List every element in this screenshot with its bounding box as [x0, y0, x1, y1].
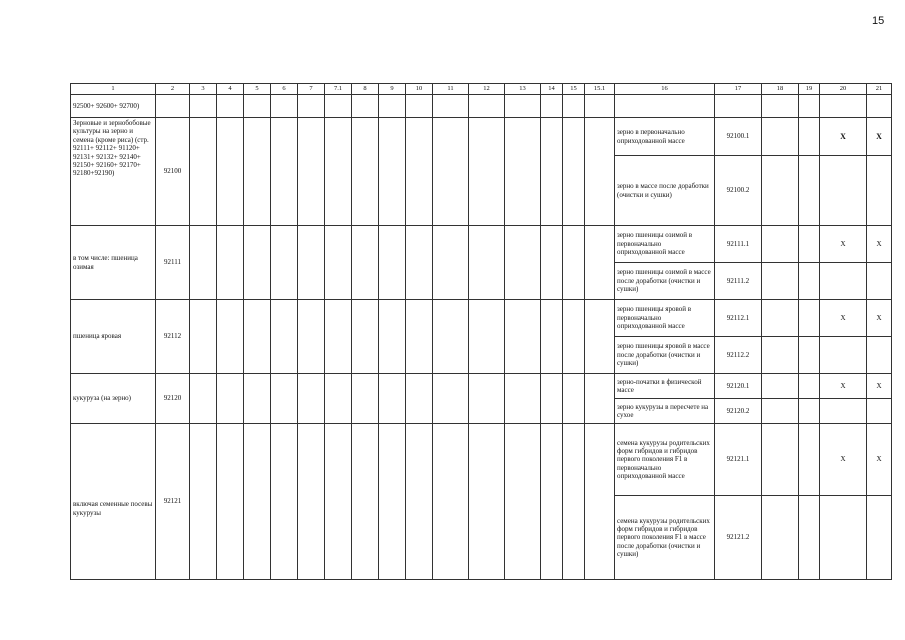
empty-cell	[298, 374, 325, 424]
row-code-cell: 92112	[156, 300, 190, 374]
empty-cell	[352, 424, 379, 580]
page-number: 15	[872, 15, 885, 27]
column-header: 19	[799, 84, 820, 95]
mark-cell-col20: X	[820, 226, 867, 263]
empty-cell	[379, 300, 406, 374]
mark-cell-col21	[867, 399, 892, 424]
table-cell	[867, 95, 892, 118]
empty-cell	[799, 399, 820, 424]
indicator-description-cell: зерно в массе после доработки (очистки и сушки)	[615, 156, 715, 226]
column-header: 4	[217, 84, 244, 95]
crop-name-cell: кукуруза (на зерно)	[71, 374, 156, 424]
empty-cell	[563, 226, 585, 300]
indicator-code-cell: 92111.1	[715, 226, 762, 263]
empty-cell	[271, 118, 298, 226]
table-cell	[156, 95, 190, 118]
empty-cell	[799, 496, 820, 580]
empty-cell	[271, 300, 298, 374]
empty-cell	[244, 118, 271, 226]
table-cell	[217, 95, 244, 118]
mark-cell-col20: X	[820, 118, 867, 156]
column-header: 14	[541, 84, 563, 95]
mark-cell-col20	[820, 156, 867, 226]
indicator-code-cell: 92120.1	[715, 374, 762, 399]
empty-cell	[190, 300, 217, 374]
mark-cell-col20	[820, 496, 867, 580]
column-header: 5	[244, 84, 271, 95]
table-cell	[244, 95, 271, 118]
empty-cell	[563, 300, 585, 374]
mark-cell-col21	[867, 337, 892, 374]
empty-cell	[469, 374, 505, 424]
table-row	[71, 374, 892, 399]
empty-cell	[244, 226, 271, 300]
column-header: 7	[298, 84, 325, 95]
table-cell	[379, 95, 406, 118]
indicator-description-cell: зерно-початки в физической массе	[615, 374, 715, 399]
empty-cell	[217, 118, 244, 226]
empty-cell	[298, 300, 325, 374]
table-row	[71, 424, 892, 496]
column-header: 9	[379, 84, 406, 95]
empty-cell	[271, 374, 298, 424]
empty-cell	[585, 226, 615, 300]
mark-cell-col20	[820, 263, 867, 300]
column-header: 21	[867, 84, 892, 95]
empty-cell	[406, 226, 433, 300]
empty-cell	[271, 424, 298, 580]
table-cell	[762, 95, 799, 118]
empty-cell	[217, 424, 244, 580]
table-cell	[469, 95, 505, 118]
empty-cell	[352, 118, 379, 226]
crop-name-cell: Зерновые и зернобобовые культуры на зерно и семена (кроме риса) (стр. 92111+ 92112+ 91120+ 92131+ 92132+ 92140+ 92150+ 92160+ 92170+ 92180+92190)	[71, 118, 156, 226]
empty-cell	[563, 374, 585, 424]
mark-cell-col21	[867, 496, 892, 580]
empty-cell	[541, 374, 563, 424]
row-code-cell: 92111	[156, 226, 190, 300]
table-cell	[541, 95, 563, 118]
column-header: 10	[406, 84, 433, 95]
empty-cell	[541, 226, 563, 300]
column-header: 13	[505, 84, 541, 95]
empty-cell	[244, 374, 271, 424]
table-cell	[615, 95, 715, 118]
indicator-code-cell: 92121.2	[715, 496, 762, 580]
row-code-cell: 92121	[156, 424, 190, 580]
empty-cell	[244, 424, 271, 580]
empty-cell	[406, 374, 433, 424]
continuation-label: 92500+ 92600+ 92700)	[71, 95, 156, 118]
empty-cell	[406, 424, 433, 580]
empty-cell	[762, 374, 799, 399]
column-header: 12	[469, 84, 505, 95]
indicator-code-cell: 92112.2	[715, 337, 762, 374]
empty-cell	[799, 226, 820, 263]
indicator-code-cell: 92112.1	[715, 300, 762, 337]
empty-cell	[505, 374, 541, 424]
empty-cell	[190, 226, 217, 300]
empty-cell	[505, 424, 541, 580]
empty-cell	[325, 300, 352, 374]
empty-cell	[799, 263, 820, 300]
empty-cell	[762, 399, 799, 424]
table-cell	[190, 95, 217, 118]
indicator-description-cell: семена кукурузы родительских форм гибридов и гибридов первого поколения F1 в первоначально оприходованной массе	[615, 424, 715, 496]
mark-cell-col20: X	[820, 374, 867, 399]
indicator-description-cell: семена кукурузы родительских форм гибридов и гибридов первого поколения F1 в массе после доработки (очистки и сушки)	[615, 496, 715, 580]
empty-cell	[298, 226, 325, 300]
column-header: 1	[71, 84, 156, 95]
crop-name-cell: в том числе: пшеница озимая	[71, 226, 156, 300]
empty-cell	[469, 300, 505, 374]
column-header: 8	[352, 84, 379, 95]
indicator-description-cell: зерно в первоначально оприходованной массе	[615, 118, 715, 156]
indicator-description-cell: зерно пшеницы яровой в первоначально оприходованной массе	[615, 300, 715, 337]
mark-cell-col20: X	[820, 424, 867, 496]
crop-name-cell: пшеница яровая	[71, 300, 156, 374]
indicator-description-cell: зерно пшеницы озимой в массе после доработки (очистки и сушки)	[615, 263, 715, 300]
column-header: 16	[615, 84, 715, 95]
empty-cell	[379, 118, 406, 226]
table-row	[71, 118, 892, 156]
indicator-code-cell: 92120.2	[715, 399, 762, 424]
empty-cell	[469, 424, 505, 580]
empty-cell	[352, 374, 379, 424]
empty-cell	[190, 424, 217, 580]
table-cell	[505, 95, 541, 118]
table-row	[71, 226, 892, 263]
table-cell	[715, 95, 762, 118]
continuation-row	[71, 95, 892, 118]
empty-cell	[469, 226, 505, 300]
mark-cell-col21: X	[867, 424, 892, 496]
column-header: 15.1	[585, 84, 615, 95]
empty-cell	[762, 156, 799, 226]
indicator-description-cell: зерно пшеницы озимой в первоначально оприходованной массе	[615, 226, 715, 263]
empty-cell	[469, 118, 505, 226]
column-header: 11	[433, 84, 469, 95]
empty-cell	[762, 118, 799, 156]
row-code-cell: 92120	[156, 374, 190, 424]
table-cell	[406, 95, 433, 118]
mark-cell-col20	[820, 337, 867, 374]
mark-cell-col21: X	[867, 226, 892, 263]
empty-cell	[325, 374, 352, 424]
empty-cell	[762, 424, 799, 496]
empty-cell	[505, 226, 541, 300]
table-cell	[352, 95, 379, 118]
empty-cell	[563, 424, 585, 580]
indicator-code-cell: 92111.2	[715, 263, 762, 300]
empty-cell	[433, 374, 469, 424]
column-header: 15	[563, 84, 585, 95]
empty-cell	[541, 118, 563, 226]
empty-cell	[762, 496, 799, 580]
indicator-code-cell: 92100.1	[715, 118, 762, 156]
empty-cell	[298, 424, 325, 580]
column-header: 2	[156, 84, 190, 95]
empty-cell	[217, 226, 244, 300]
empty-cell	[379, 226, 406, 300]
empty-cell	[505, 118, 541, 226]
empty-cell	[379, 424, 406, 580]
empty-cell	[762, 263, 799, 300]
empty-cell	[190, 118, 217, 226]
mark-cell-col21: X	[867, 118, 892, 156]
empty-cell	[585, 300, 615, 374]
mark-cell-col21: X	[867, 300, 892, 337]
crop-name-cell: включая семенные посевы кукурузы	[71, 424, 156, 580]
empty-cell	[406, 118, 433, 226]
table-cell	[799, 95, 820, 118]
empty-cell	[799, 118, 820, 156]
empty-cell	[799, 424, 820, 496]
empty-cell	[325, 226, 352, 300]
empty-cell	[433, 118, 469, 226]
data-table	[70, 83, 892, 580]
mark-cell-col21	[867, 156, 892, 226]
column-header: 17	[715, 84, 762, 95]
empty-cell	[298, 118, 325, 226]
column-header: 20	[820, 84, 867, 95]
empty-cell	[379, 374, 406, 424]
empty-cell	[799, 300, 820, 337]
empty-cell	[190, 374, 217, 424]
column-header-row	[71, 84, 892, 95]
empty-cell	[762, 226, 799, 263]
column-header: 3	[190, 84, 217, 95]
empty-cell	[585, 118, 615, 226]
table-cell	[298, 95, 325, 118]
empty-cell	[406, 300, 433, 374]
empty-cell	[433, 300, 469, 374]
empty-cell	[244, 300, 271, 374]
empty-cell	[762, 337, 799, 374]
table-cell	[820, 95, 867, 118]
empty-cell	[352, 300, 379, 374]
empty-cell	[217, 300, 244, 374]
empty-cell	[585, 374, 615, 424]
column-header: 18	[762, 84, 799, 95]
empty-cell	[762, 300, 799, 337]
mark-cell-col21	[867, 263, 892, 300]
indicator-code-cell: 92100.2	[715, 156, 762, 226]
column-header: 6	[271, 84, 298, 95]
table-row	[71, 300, 892, 337]
empty-cell	[271, 226, 298, 300]
mark-cell-col20: X	[820, 300, 867, 337]
row-code-cell: 92100	[156, 118, 190, 226]
empty-cell	[799, 156, 820, 226]
empty-cell	[799, 337, 820, 374]
empty-cell	[541, 300, 563, 374]
empty-cell	[217, 374, 244, 424]
empty-cell	[433, 424, 469, 580]
empty-cell	[505, 300, 541, 374]
table-cell	[271, 95, 298, 118]
empty-cell	[352, 226, 379, 300]
indicator-description-cell: зерно кукурузы в пересчете на сухое	[615, 399, 715, 424]
empty-cell	[433, 226, 469, 300]
empty-cell	[325, 424, 352, 580]
table-cell	[325, 95, 352, 118]
table-cell	[433, 95, 469, 118]
indicator-code-cell: 92121.1	[715, 424, 762, 496]
column-header: 7.1	[325, 84, 352, 95]
empty-cell	[325, 118, 352, 226]
mark-cell-col20	[820, 399, 867, 424]
mark-cell-col21: X	[867, 374, 892, 399]
indicator-description-cell: зерно пшеницы яровой в массе после доработки (очистки и сушки)	[615, 337, 715, 374]
empty-cell	[799, 374, 820, 399]
empty-cell	[585, 424, 615, 580]
empty-cell	[563, 118, 585, 226]
table-cell	[563, 95, 585, 118]
table-cell	[585, 95, 615, 118]
empty-cell	[541, 424, 563, 580]
